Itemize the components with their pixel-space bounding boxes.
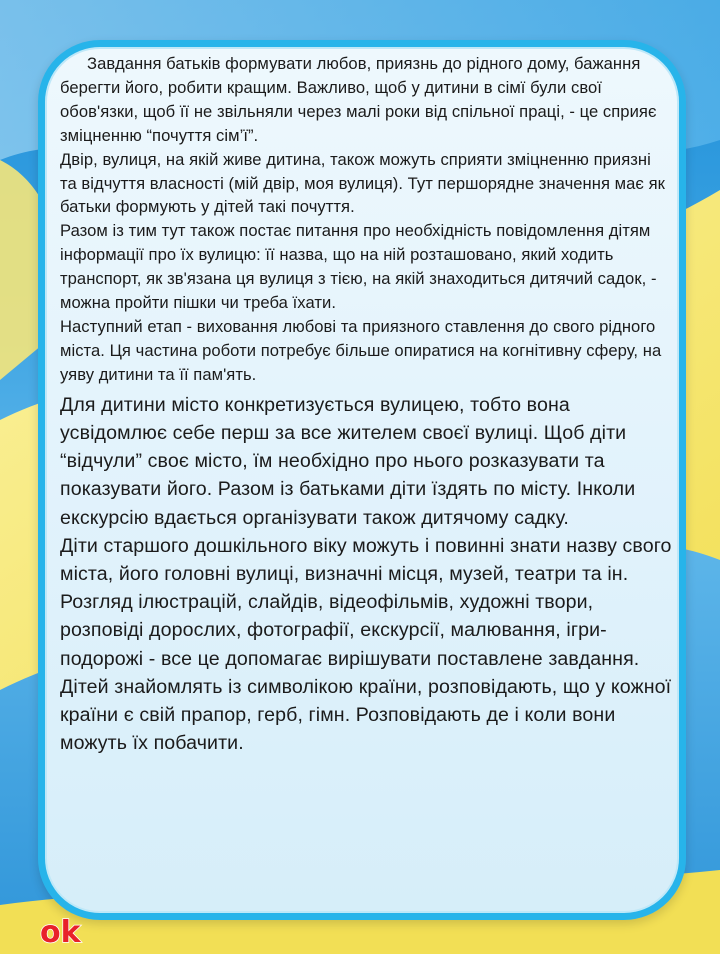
paragraph-large: Для дитини місто конкретизується вулицею, тобто вона усвідомлює себе перш за все жителем своєї вулиці. Щоб діти “відчули” своє місто, їм необхідно про нього розказувати та показувати його. Разом із батьками діти їздять по місту. Інколи екскурсію вдається організувати також дитячому садку. (60, 393, 636, 529)
paragraph-large: Розгляд ілюстрацій, слайдів, відеофільмів, художні твори, розповіді дорослих, фотографії, екскурсії, малювання, ігри-подорожі - все це допомагає вирішувати поставлене завдання. Дітей знайомлять із символікою країни, розповідають, що у кожної країни є свій прапор, герб, гімн. Розповідають де і коли вони можуть їх побачити. (60, 591, 672, 755)
ok-logo-text: ok (40, 915, 81, 950)
paragraph-small: Завдання батьків формувати любов, приязнь до рідного дому, бажання берегти його, робити кращим. Важливо, щоб у дитини в сімї були свої обов'язки, щоб її не звільняли через малі роки від спільної праці, - це сприяє зміцненню “почуття сім’ї”. (60, 54, 657, 145)
article-text (60, 52, 672, 757)
paragraph-small: Наступний етап - виховання любові та приязного ставлення до свого рідного міста. Ця частина роботи потребує більше опиратися на когнітивну сферу, на уяву дитини та її пам'ять. (60, 316, 662, 384)
ok-logo (36, 910, 92, 950)
paragraph-large: Діти старшого дошкільного віку можуть і повинні знати назву свого міста, його головні вулиці, визначні місця, музей, театри та ін. (60, 534, 672, 585)
paragraph-small: Двір, вулиця, на якій живе дитина, також можуть сприяти зміцненню приязні та відчуття власності (мій двір, моя вулиця). Тут першорядне значення має як батьки формують у дітей такі почуття. (60, 149, 665, 217)
paragraph-small: Разом із тим тут також постає питання про необхідність повідомлення дітям інформації про їх вулицю: її назва, що на ній розташовано, який ходить транспорт, як зв'язана ця вулиця з тією, на якій знаходиться дитячий садок, - можна пройти пішки чи треба їхати. (60, 221, 657, 313)
